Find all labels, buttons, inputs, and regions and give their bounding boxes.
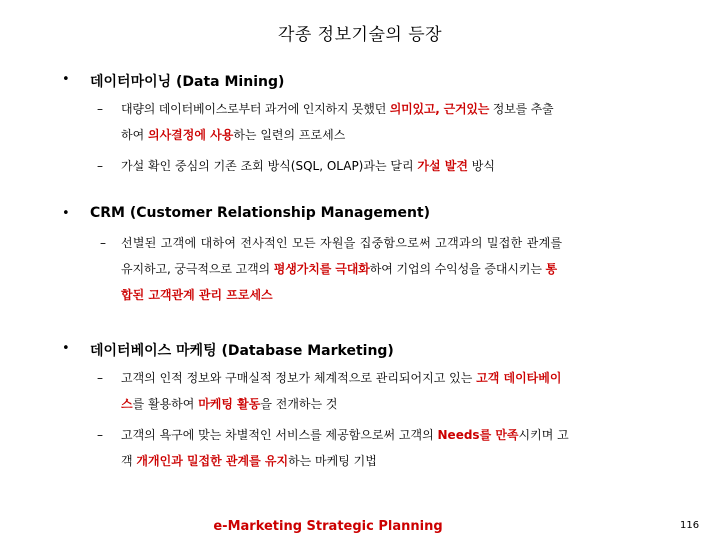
text-span: 가설 확인 중심의 기존 조회 방식(SQL, OLAP)과는 달리 [121, 159, 418, 173]
crm-item-1-line-2 [121, 256, 666, 282]
text-span: 정보를 추출 [489, 102, 554, 116]
highlight-text: 의미있고, 근거있는 [389, 102, 490, 116]
text-span: 하는 일련의 프로세스 [233, 128, 346, 142]
text-span: 하여 [121, 128, 148, 142]
bullet-icon: • [62, 206, 70, 221]
data-mining-item-1-line-2 [121, 122, 666, 148]
text-span: 객 [121, 454, 137, 468]
section-heading-data-mining: 데이터마이닝 (Data Mining) [90, 74, 285, 90]
data-mining-item-2 [121, 153, 495, 179]
section-heading-crm: CRM (Customer Relationship Management) [90, 205, 431, 221]
highlight-text: 통 [545, 262, 558, 276]
database-marketing-item-1-line-1 [121, 365, 666, 391]
data-mining-item-1 [121, 96, 666, 148]
text-span: 하는 마케팅 기법 [288, 454, 377, 468]
highlight-text: 고객 데이타베이 [476, 371, 562, 385]
text-span: 선별된 고객에 대하여 전사적인 모든 자원을 집중함으로써 고객과의 밀접한 관계를 [121, 236, 563, 250]
text-span: 고객의 욕구에 맞는 차별적인 서비스를 제공함으로써 고객의 [121, 428, 438, 442]
highlight-text: 스 [121, 397, 133, 411]
text-span: 고객의 인적 정보와 구매실적 정보가 체계적으로 관리되어지고 있는 [121, 371, 477, 385]
text-span: 방식 [467, 159, 495, 173]
database-marketing-item-1 [121, 365, 666, 417]
highlight-text: 마케팅 활동 [198, 397, 261, 411]
highlight-text: 개개인과 밀접한 관계를 유지 [136, 454, 289, 468]
crm-item-1-line-3 [121, 282, 666, 308]
highlight-text: 의사결정에 사용 [148, 128, 234, 142]
text-span: 하여 기업의 수익성을 증대시키는 [369, 262, 546, 276]
bullet-icon: • [62, 72, 70, 87]
database-marketing-item-2-line-2 [121, 448, 666, 474]
dash-icon: – [97, 159, 103, 173]
highlight-text: Needs를 만족 [437, 428, 519, 442]
dash-icon: – [100, 236, 106, 250]
text-span: 시키며 고 [518, 428, 569, 442]
highlight-text: 합된 고객관계 관리 프로세스 [121, 288, 273, 302]
dash-icon: – [97, 371, 103, 385]
dash-icon: – [97, 102, 103, 116]
bullet-icon: • [62, 341, 70, 356]
highlight-text: 가설 발견 [417, 159, 468, 173]
text-span: 유지하고, 궁극적으로 고객의 [121, 262, 274, 276]
footer-text: e-Marketing Strategic Planning [213, 519, 443, 534]
data-mining-item-1-line-1 [121, 96, 666, 122]
database-marketing-item-1-line-2 [121, 391, 666, 417]
database-marketing-item-2-line-1 [121, 422, 666, 448]
page-number: 116 [680, 520, 700, 531]
text-span: 대량의 데이터베이스로부터 과거에 인지하지 못했던 [121, 102, 390, 116]
crm-item-1 [121, 230, 666, 308]
highlight-text: 평생가치를 극대화 [273, 262, 370, 276]
dash-icon: – [97, 428, 103, 442]
section-heading-database-marketing: 데이터베이스 마케팅 (Database Marketing) [90, 343, 394, 359]
database-marketing-item-2 [121, 422, 666, 474]
text-span: 를 활용하여 [132, 397, 199, 411]
text-span: 을 전개하는 것 [260, 397, 338, 411]
slide-title: 각종 정보기술의 등장 [277, 25, 443, 45]
crm-item-1-line-1 [121, 230, 666, 256]
